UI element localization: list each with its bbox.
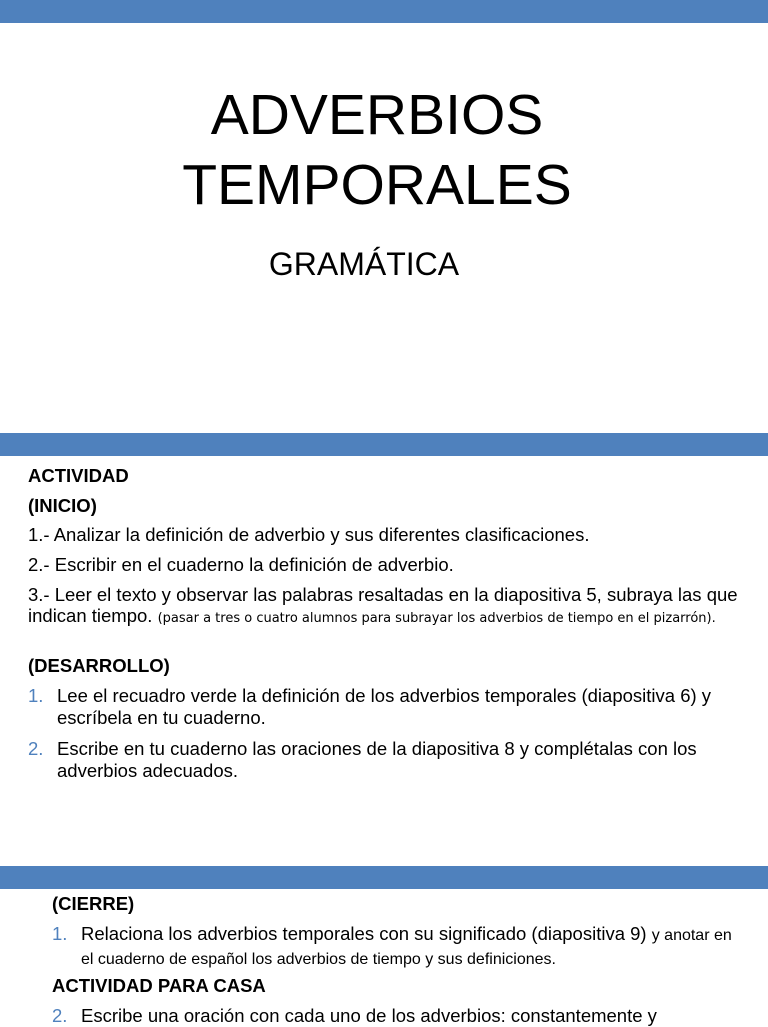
list-item-note: y anotar en el cuaderno de español los adverbios de tiempo y sus definiciones. <box>81 927 732 968</box>
activity-heading: ACTIVIDAD <box>28 465 129 486</box>
top-accent-bar <box>0 0 768 23</box>
step-3-note: (pasar a tres o cuatro alumnos para subrayar los adverbios de tiempo en el pizarrón). <box>157 611 716 626</box>
list-item-text: Lee el recuadro verde la definición de los adverbios temporales (diapositiva 6) y escríbela en tu cuaderno. <box>57 685 712 728</box>
list-item-text: Escribe una oración con cada uno de los adverbios: constantemente y <box>81 1005 657 1026</box>
step-1: 1.- Analizar la definición de adverbio y sus diferentes clasificaciones. <box>28 524 590 545</box>
slide-divider-bar <box>0 866 768 889</box>
step-3 <box>28 584 740 629</box>
desarrollo-heading: (DESARROLLO) <box>28 655 170 676</box>
step-3-text: 3.- Leer el texto y observar las palabras resaltadas en la diapositiva 5, subraya las que indican tiempo. <box>28 584 738 626</box>
home-activity-heading: ACTIVIDAD PARA CASA <box>52 975 266 996</box>
step-2: 2.- Escribir en el cuaderno la definición de adverbio. <box>28 554 454 575</box>
list-item-number: 1. <box>28 685 44 706</box>
list-item-text: Relaciona los adverbios temporales con su significado (diapositiva 9) <box>81 923 647 944</box>
page-subtitle: GRAMÁTICA <box>268 246 460 282</box>
list-item-text: Escribe en tu cuaderno las oraciones de la diapositiva 8 y complétalas con los adverbios adecuados. <box>57 738 697 781</box>
page-title <box>0 80 754 220</box>
title-line-2: TEMPORALES <box>182 153 572 217</box>
list-item-number: 2. <box>52 1005 68 1026</box>
inicio-heading: (INICIO) <box>28 495 97 516</box>
list-item-number: 1. <box>52 923 68 944</box>
list-item <box>28 738 740 782</box>
list-item-number: 2. <box>28 738 44 759</box>
title-line-1: ADVERBIOS <box>210 83 544 147</box>
list-item <box>28 685 740 729</box>
cierre-heading: (CIERRE) <box>52 893 135 914</box>
slide-divider-bar <box>0 433 768 456</box>
list-item <box>52 923 742 971</box>
